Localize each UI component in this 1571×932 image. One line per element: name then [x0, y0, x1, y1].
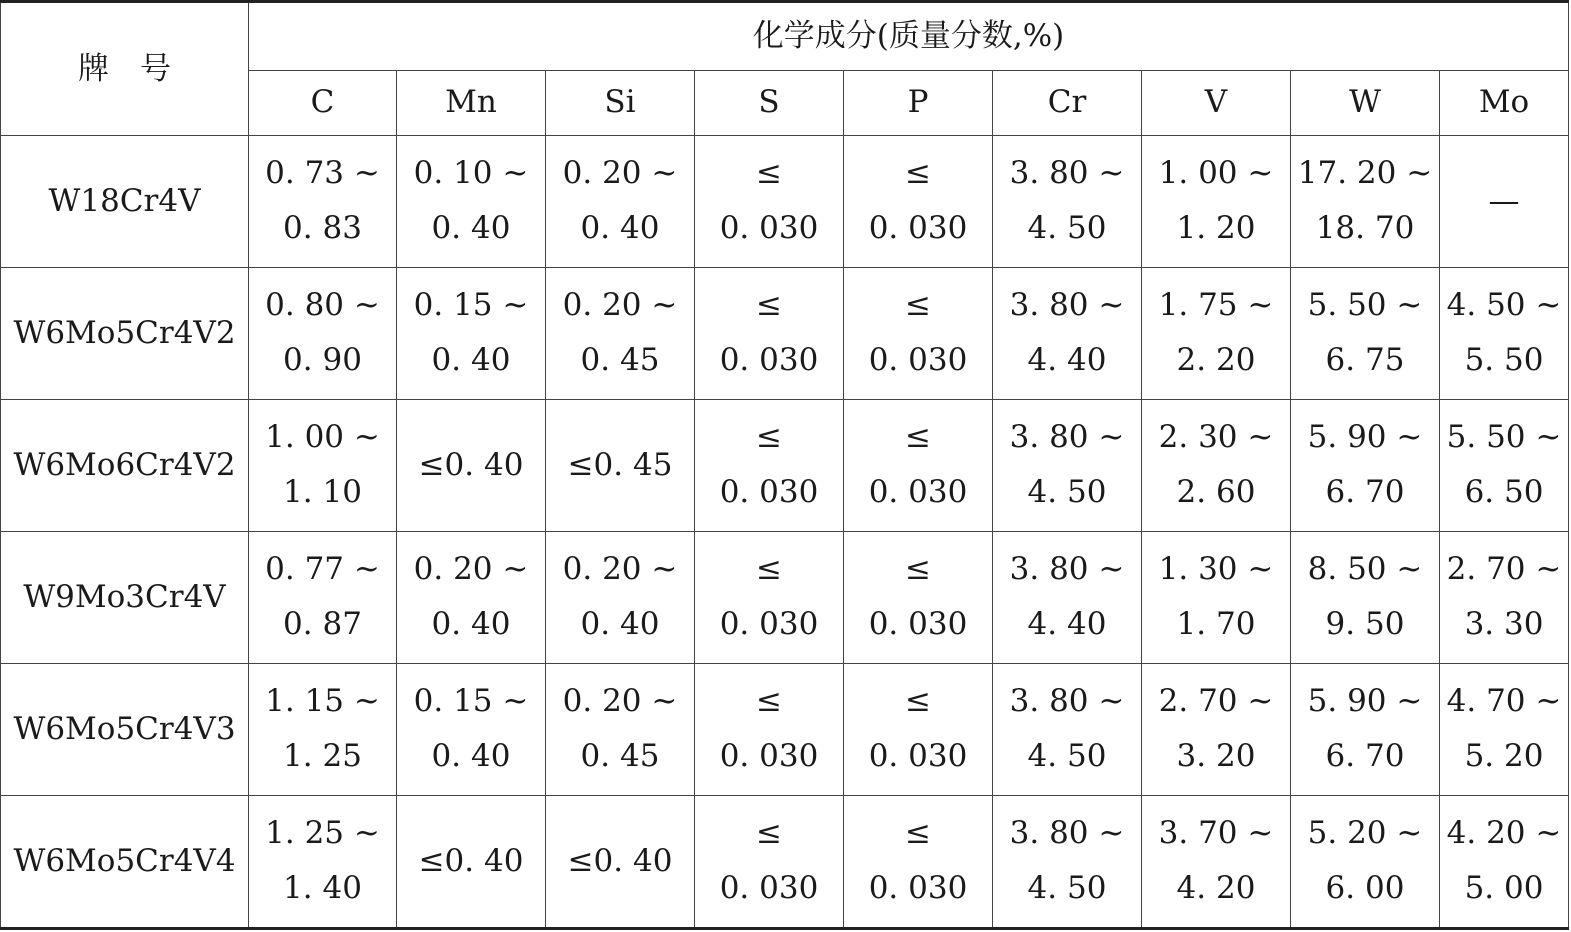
value-cell [695, 267, 844, 399]
value-cell [844, 267, 993, 399]
element-header-label: P [907, 84, 929, 121]
element-header-cell [546, 70, 695, 135]
value-cell [546, 399, 695, 531]
value-line: 0. 40 [580, 210, 660, 247]
table-row [1, 663, 1569, 795]
value-line: 6. 50 [1464, 474, 1544, 511]
value-line: 6. 00 [1325, 870, 1405, 907]
value-cell [993, 399, 1142, 531]
element-header-label: C [310, 84, 335, 121]
element-header-cell [1291, 70, 1440, 135]
value-line: 3. 80 ~ [1009, 155, 1125, 192]
value-cell [249, 663, 397, 795]
value-line: 0. 030 [719, 342, 819, 379]
value-cell [397, 267, 546, 399]
value-cell [397, 399, 546, 531]
value-line: 5. 20 ~ [1307, 815, 1423, 852]
value-cell [397, 795, 546, 928]
value-line: 2. 20 [1176, 342, 1256, 379]
value-cell [1291, 399, 1440, 531]
value-cell [695, 399, 844, 531]
element-header-cell [1142, 70, 1291, 135]
value-cell [993, 267, 1142, 399]
value-line: 0. 030 [719, 870, 819, 907]
value-line: 4. 40 [1027, 606, 1107, 643]
element-header-cell [397, 70, 546, 135]
value-line: 4. 50 [1027, 474, 1107, 511]
value-cell [695, 136, 844, 268]
value-cell [993, 663, 1142, 795]
grade-cell [1, 136, 249, 268]
element-header-cell [844, 70, 993, 135]
value-cell [1291, 136, 1440, 268]
value-cell [397, 663, 546, 795]
value-line: 5. 90 ~ [1307, 683, 1423, 720]
value-line: 6. 70 [1325, 738, 1405, 775]
value-line: 1. 40 [283, 870, 362, 907]
header-row [1, 2, 1569, 71]
value-line: 5. 50 [1464, 342, 1544, 379]
value-cell [249, 136, 397, 268]
value-line: 3. 80 ~ [1009, 815, 1125, 852]
value-cell [1440, 795, 1569, 928]
value-line: 0. 030 [868, 342, 968, 379]
value-line: 4. 20 ~ [1446, 815, 1562, 852]
value-line: ≤ [905, 551, 931, 588]
value-line: 0. 030 [868, 738, 968, 775]
value-line: 0. 77 ~ [265, 551, 380, 588]
value-line: ≤ [905, 287, 931, 324]
value-line: 0. 45 [580, 342, 660, 379]
value-line: ≤ [756, 815, 782, 852]
grade-label: W6Mo5Cr4V4 [13, 842, 236, 879]
value-cell [546, 795, 695, 928]
value-line: ≤0. 40 [418, 842, 524, 879]
value-line: ≤ [905, 419, 931, 456]
value-line: 0. 030 [719, 474, 819, 511]
value-cell [844, 531, 993, 663]
value-line: 4. 40 [1027, 342, 1107, 379]
value-cell [1291, 531, 1440, 663]
value-line: 0. 20 ~ [562, 155, 678, 192]
grade-label: W6Mo5Cr4V2 [13, 314, 236, 351]
grade-cell [1, 267, 249, 399]
value-cell [1440, 136, 1569, 268]
value-cell [1291, 663, 1440, 795]
value-line: ≤ [905, 683, 931, 720]
value-line: 9. 50 [1325, 606, 1405, 643]
value-line: ≤0. 40 [567, 842, 673, 879]
value-cell [1291, 267, 1440, 399]
value-line: 5. 20 [1464, 738, 1544, 775]
value-line: 3. 80 ~ [1009, 683, 1125, 720]
value-line: 0. 20 ~ [413, 551, 529, 588]
table-row [1, 267, 1569, 399]
value-line: ≤ [756, 155, 782, 192]
table-row [1, 531, 1569, 663]
value-line: — [1488, 182, 1520, 219]
grade-label: W6Mo5Cr4V3 [13, 710, 236, 747]
element-header-cell [695, 70, 844, 135]
value-line: 0. 20 ~ [562, 551, 678, 588]
value-cell [1142, 136, 1291, 268]
value-line: ≤0. 40 [418, 446, 524, 483]
value-line: ≤0. 45 [567, 446, 673, 483]
value-cell [1440, 663, 1569, 795]
value-cell [546, 267, 695, 399]
value-line: 8. 50 ~ [1307, 551, 1423, 588]
value-cell [993, 136, 1142, 268]
value-line: ≤ [756, 419, 782, 456]
value-line: 0. 83 [283, 210, 362, 247]
value-cell [844, 795, 993, 928]
value-line: 0. 80 ~ [265, 287, 380, 324]
value-line: 4. 50 [1027, 210, 1107, 247]
value-line: 5. 50 ~ [1307, 287, 1423, 324]
value-line: ≤ [756, 683, 782, 720]
grade-cell [1, 399, 249, 531]
value-line: 4. 50 ~ [1446, 287, 1562, 324]
value-cell [1440, 267, 1569, 399]
value-cell [249, 795, 397, 928]
element-header-label: Mn [445, 84, 497, 121]
value-line: 0. 90 [283, 342, 362, 379]
value-cell [695, 663, 844, 795]
value-line: 3. 80 ~ [1009, 551, 1125, 588]
value-line: 0. 030 [719, 210, 819, 247]
value-cell [844, 399, 993, 531]
value-line: 1. 10 [283, 474, 362, 511]
value-line: 0. 40 [431, 342, 511, 379]
value-line: 0. 030 [868, 606, 968, 643]
value-line: 0. 030 [868, 474, 968, 511]
value-line: 17. 20 ~ [1297, 155, 1433, 192]
value-cell [546, 136, 695, 268]
value-cell [1142, 795, 1291, 928]
value-line: ≤ [756, 287, 782, 324]
value-line: 3. 30 [1464, 606, 1544, 643]
value-line: 0. 40 [431, 738, 511, 775]
value-line: 0. 20 ~ [562, 683, 678, 720]
value-line: 1. 70 [1176, 606, 1256, 643]
value-line: 5. 00 [1464, 870, 1544, 907]
value-cell [1142, 663, 1291, 795]
value-line: 1. 20 [1176, 210, 1256, 247]
composition-header-label: 化学成分(质量分数,%) [752, 17, 1065, 54]
value-line: 0. 40 [431, 606, 511, 643]
value-line: 1. 00 ~ [1158, 155, 1274, 192]
value-cell [249, 531, 397, 663]
element-header-label: W [1349, 84, 1381, 121]
element-header-label: Cr [1047, 84, 1087, 121]
element-header-cell [1440, 70, 1569, 135]
value-line: 0. 87 [283, 606, 362, 643]
value-cell [1291, 795, 1440, 928]
value-cell [844, 663, 993, 795]
value-line: 3. 70 ~ [1158, 815, 1274, 852]
value-line: 4. 50 [1027, 870, 1107, 907]
value-line: 4. 70 ~ [1446, 683, 1562, 720]
value-cell [546, 531, 695, 663]
value-cell [546, 663, 695, 795]
value-line: 0. 030 [719, 738, 819, 775]
element-header-label: Si [604, 84, 636, 121]
value-line: 1. 00 ~ [265, 419, 380, 456]
value-line: 2. 70 ~ [1158, 683, 1274, 720]
value-cell [1142, 267, 1291, 399]
value-cell [844, 136, 993, 268]
value-line: 2. 60 [1176, 474, 1256, 511]
value-line: 0. 40 [580, 606, 660, 643]
grade-header-label: 牌 号 [78, 50, 171, 87]
value-line: 2. 70 ~ [1446, 551, 1562, 588]
value-line: 0. 030 [868, 210, 968, 247]
composition-header [249, 2, 1569, 71]
value-line: 1. 75 ~ [1158, 287, 1274, 324]
value-line: 0. 030 [719, 606, 819, 643]
value-line: ≤ [905, 815, 931, 852]
value-cell [695, 795, 844, 928]
value-line: 1. 30 ~ [1158, 551, 1274, 588]
grade-label: W18Cr4V [48, 182, 201, 219]
value-line: 5. 50 ~ [1446, 419, 1562, 456]
element-header-label: Mo [1478, 84, 1530, 121]
value-line: 0. 030 [868, 870, 968, 907]
value-cell [1440, 399, 1569, 531]
value-line: 1. 15 ~ [265, 683, 380, 720]
value-line: 3. 80 ~ [1009, 419, 1125, 456]
element-header-cell [249, 70, 397, 135]
value-line: 0. 10 ~ [413, 155, 529, 192]
value-line: 4. 20 [1176, 870, 1256, 907]
value-line: 5. 90 ~ [1307, 419, 1423, 456]
value-line: 3. 20 [1176, 738, 1256, 775]
value-line: 4. 50 [1027, 738, 1107, 775]
grade-header [1, 2, 249, 136]
value-line: 0. 45 [580, 738, 660, 775]
value-line: 3. 80 ~ [1009, 287, 1125, 324]
table-row [1, 136, 1569, 268]
value-line: 6. 75 [1325, 342, 1405, 379]
table-row [1, 399, 1569, 531]
value-line: 0. 73 ~ [265, 155, 380, 192]
value-cell [1142, 531, 1291, 663]
grade-label: W6Mo6Cr4V2 [13, 446, 236, 483]
value-line: ≤ [756, 551, 782, 588]
grade-cell [1, 663, 249, 795]
grade-cell [1, 795, 249, 928]
value-line: 6. 70 [1325, 474, 1405, 511]
value-line: 1. 25 ~ [265, 815, 380, 852]
value-line: 1. 25 [283, 738, 362, 775]
value-cell [397, 136, 546, 268]
table-row [1, 795, 1569, 928]
value-cell [249, 267, 397, 399]
value-line: 0. 40 [431, 210, 511, 247]
value-cell [993, 531, 1142, 663]
value-line: 0. 20 ~ [562, 287, 678, 324]
value-line: 2. 30 ~ [1158, 419, 1274, 456]
value-line: 0. 15 ~ [413, 287, 529, 324]
element-header-label: V [1204, 84, 1228, 121]
value-cell [249, 399, 397, 531]
value-line: 0. 15 ~ [413, 683, 529, 720]
value-cell [695, 531, 844, 663]
value-cell [397, 531, 546, 663]
value-cell [1142, 399, 1291, 531]
grade-label: W9Mo3Cr4V [23, 578, 226, 615]
value-line: ≤ [905, 155, 931, 192]
element-header-cell [993, 70, 1142, 135]
element-header-label: S [758, 84, 780, 121]
grade-cell [1, 531, 249, 663]
value-cell [1440, 531, 1569, 663]
value-line: 18. 70 [1315, 210, 1415, 247]
value-cell [993, 795, 1142, 928]
